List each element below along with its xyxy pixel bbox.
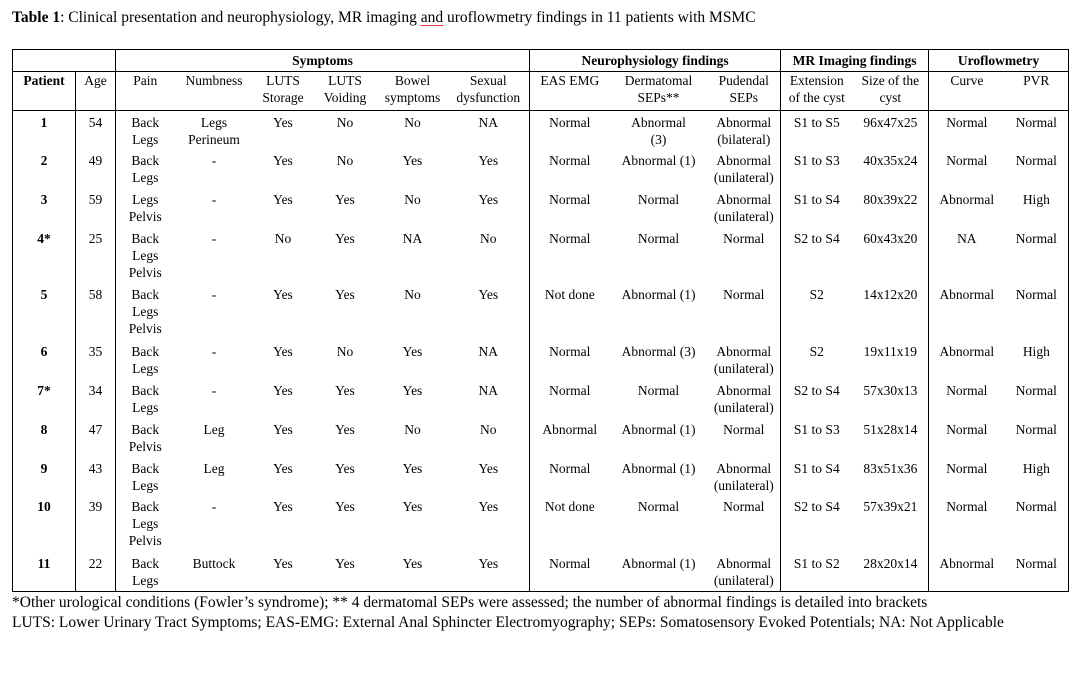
cell-luts-voiding: No xyxy=(336,343,354,359)
caption-text-before: : Clinical presentation and neurophysiology, MR imaging xyxy=(60,9,421,26)
header-pudendal: Pudendal SEPs xyxy=(708,72,781,111)
column-header-row xyxy=(13,72,1069,111)
cell-size: 60x43x20 xyxy=(853,227,929,283)
cell-eas-emg: Normal xyxy=(549,382,591,398)
cell-eas-emg: Normal xyxy=(549,152,591,168)
cell-patient: 6 xyxy=(13,340,76,379)
cell-sexual: NA xyxy=(448,111,530,149)
cell-dermatomal: Normal xyxy=(637,230,680,246)
cell-pudendal: Abnormal (unilateral) xyxy=(708,340,781,379)
cell-size: 57x39x21 xyxy=(853,495,929,552)
cell-pain: Back Pelvis xyxy=(128,421,162,454)
cell-curve: Normal xyxy=(946,382,988,398)
cell-dermatomal: Abnormal (3) xyxy=(621,343,696,359)
table-body xyxy=(13,111,1069,592)
cell-patient: 3 xyxy=(13,188,76,227)
cell-eas-emg: Normal xyxy=(549,230,591,246)
cell-dermatomal: Abnormal (1) xyxy=(621,286,696,302)
cell-dermatomal: Abnormal (1) xyxy=(621,421,696,437)
cell-pudendal: Abnormal (unilateral) xyxy=(708,149,781,188)
cell-numbness: Legs Perineum xyxy=(188,115,240,147)
cell-eas-emg: Not done xyxy=(544,286,595,302)
cell-curve: Abnormal xyxy=(939,343,995,359)
cell-sexual: Yes xyxy=(448,552,530,592)
cell-luts-storage: No xyxy=(274,230,292,246)
cell-numbness: - xyxy=(211,382,217,398)
table-row xyxy=(13,340,1069,379)
cell-curve: Abnormal xyxy=(939,286,995,302)
cell-numbness: - xyxy=(211,152,217,168)
cell-luts-storage: Yes xyxy=(273,286,293,302)
cell-size: 51x28x14 xyxy=(853,418,929,457)
cell-extension: S2 xyxy=(809,286,824,302)
cell-bowel: Yes xyxy=(402,460,423,476)
cell-luts-storage: Yes xyxy=(273,115,293,130)
cell-eas-emg: Normal xyxy=(530,552,610,592)
cell-dermatomal: Normal xyxy=(637,498,680,514)
caption-text-after: uroflowmetry findings in 11 patients with MSMC xyxy=(443,9,756,26)
cell-pvr: Normal xyxy=(1005,227,1069,283)
header-luts-voiding: LUTS Voiding xyxy=(313,72,378,111)
cell-sexual: Yes xyxy=(448,457,530,495)
cell-dermatomal: Abnormal (3) xyxy=(631,115,686,147)
cell-luts-storage: Yes xyxy=(273,343,293,359)
header-curve: Curve xyxy=(929,72,1005,111)
cell-pudendal: Abnormal (unilateral) xyxy=(708,379,781,418)
cell-age: 59 xyxy=(76,188,116,227)
cell-curve: Abnormal xyxy=(939,191,995,207)
cell-curve: Abnormal xyxy=(929,552,1005,592)
cell-age: 35 xyxy=(76,340,116,379)
cell-bowel: Yes xyxy=(402,343,423,359)
cell-patient: 11 xyxy=(13,552,76,592)
cell-curve: Normal xyxy=(946,498,988,514)
cell-bowel: No xyxy=(404,191,421,207)
group-neurophysiology: Neurophysiology findings xyxy=(530,50,781,72)
cell-numbness: - xyxy=(211,343,217,359)
cell-numbness: Leg xyxy=(203,460,225,476)
header-pain: Pain xyxy=(116,72,175,111)
cell-extension: S1 to S4 xyxy=(793,191,840,207)
cell-pvr: High xyxy=(1005,340,1069,379)
cell-pudendal: Abnormal (unilateral) xyxy=(708,188,781,227)
cell-bowel: No xyxy=(404,115,421,130)
cell-bowel: No xyxy=(404,286,421,302)
cell-sexual: NA xyxy=(448,379,530,418)
cell-dermatomal: Normal xyxy=(637,382,680,398)
cell-age: 43 xyxy=(76,457,116,495)
cell-pudendal: Normal xyxy=(708,495,781,552)
cell-dermatomal: Normal xyxy=(637,191,680,207)
cell-pudendal: Abnormal (bilateral) xyxy=(708,111,781,149)
cell-curve: NA xyxy=(957,230,977,246)
cell-numbness: - xyxy=(211,191,217,207)
header-extension: Extension of the cyst xyxy=(781,72,853,111)
cell-patient: 4* xyxy=(13,227,76,283)
cell-patient: 2 xyxy=(13,149,76,188)
table-row xyxy=(13,457,1069,495)
header-luts-storage: LUTS Storage xyxy=(254,72,313,111)
cell-luts-voiding: Yes xyxy=(313,552,378,592)
table-caption xyxy=(12,9,756,27)
cell-bowel: Yes xyxy=(378,552,448,592)
cell-numbness: - xyxy=(211,230,217,246)
cell-pain: Legs Pelvis xyxy=(128,191,162,224)
cell-age: 54 xyxy=(76,111,116,149)
cell-age: 58 xyxy=(76,283,116,340)
cell-pain: Back Legs Pelvis xyxy=(128,498,162,548)
cell-pain: Back Legs Pelvis xyxy=(128,286,162,336)
cell-size: 28x20x14 xyxy=(853,552,929,592)
cell-curve: Normal xyxy=(946,460,988,476)
cell-luts-storage: Yes xyxy=(273,498,293,514)
cell-curve: Normal xyxy=(946,115,988,130)
cell-sexual: Yes xyxy=(448,495,530,552)
cell-extension: S1 to S4 xyxy=(793,460,840,476)
cell-pvr: Normal xyxy=(1005,418,1069,457)
header-eas-emg: EAS EMG xyxy=(530,72,610,111)
cell-numbness: Leg xyxy=(203,421,225,437)
cell-pain: Back Legs xyxy=(116,552,175,592)
cell-sexual: Yes xyxy=(448,149,530,188)
header-dermatomal: Dermatomal SEPs** xyxy=(610,72,708,111)
header-bowel: Bowel symptoms xyxy=(378,72,448,111)
cell-extension: S2 xyxy=(809,343,824,359)
cell-extension: S2 to S4 xyxy=(793,230,840,246)
table-footnotes xyxy=(12,593,1072,633)
cell-luts-storage: Yes xyxy=(254,552,313,592)
cell-pain: Back Legs xyxy=(131,382,160,415)
cell-pain: Back Legs xyxy=(131,343,160,376)
cell-dermatomal: Abnormal (1) xyxy=(621,460,696,476)
footnote-2: LUTS: Lower Urinary Tract Symptoms; EAS-EMG: External Anal Sphincter Electromyography; SEPs: Somatosensory Evoked Potentials; NA: Not Applicable xyxy=(12,614,1004,631)
group-symptoms: Symptoms xyxy=(116,50,530,72)
cell-eas-emg: Normal xyxy=(549,191,591,207)
cell-pvr: Normal xyxy=(1005,283,1069,340)
cell-pvr: Normal xyxy=(1005,149,1069,188)
cell-sexual: No xyxy=(448,227,530,283)
cell-pvr: Normal xyxy=(1005,552,1069,592)
cell-age: 25 xyxy=(76,227,116,283)
cell-sexual: No xyxy=(448,418,530,457)
cell-dermatomal: Abnormal (1) xyxy=(621,152,696,168)
cell-luts-voiding: No xyxy=(336,152,354,168)
cell-luts-storage: Yes xyxy=(273,460,293,476)
header-sexual: Sexual dysfunction xyxy=(448,72,530,111)
cell-luts-storage: Yes xyxy=(273,421,293,437)
cell-pudendal: Normal xyxy=(708,227,781,283)
cell-size: 19x11x19 xyxy=(853,340,929,379)
cell-age: 22 xyxy=(76,552,116,592)
cell-luts-voiding: Yes xyxy=(335,191,355,207)
cell-curve: Normal xyxy=(946,421,988,437)
cell-patient: 8 xyxy=(13,418,76,457)
header-size: Size of the cyst xyxy=(853,72,929,111)
cell-dermatomal: Abnormal (1) xyxy=(610,552,708,592)
header-numbness: Numbness xyxy=(175,72,254,111)
cell-age: 49 xyxy=(76,149,116,188)
cell-luts-storage: Yes xyxy=(273,191,293,207)
cell-bowel: Yes xyxy=(402,382,423,398)
cell-age: 39 xyxy=(76,495,116,552)
cell-pudendal: Abnormal (unilateral) xyxy=(708,552,781,592)
cell-luts-voiding: Yes xyxy=(335,230,355,246)
cell-eas-emg: Not done xyxy=(544,498,595,514)
group-blank xyxy=(13,50,116,72)
table-row xyxy=(13,227,1069,283)
table-row xyxy=(13,418,1069,457)
cell-luts-storage: Yes xyxy=(273,382,293,398)
table-row xyxy=(13,379,1069,418)
cell-patient: 5 xyxy=(13,283,76,340)
cell-eas-emg: Normal xyxy=(549,343,591,359)
cell-pudendal: Normal xyxy=(708,418,781,457)
header-age: Age xyxy=(76,72,116,111)
cell-patient: 9 xyxy=(13,457,76,495)
group-uroflowmetry: Uroflowmetry xyxy=(929,50,1069,72)
cell-pudendal: Abnormal (unilateral) xyxy=(708,457,781,495)
cell-curve: Normal xyxy=(946,152,988,168)
cell-sexual: Yes xyxy=(448,283,530,340)
cell-numbness: Buttock xyxy=(175,552,254,592)
cell-pain: Back Legs Pelvis xyxy=(128,230,162,280)
cell-size: 40x35x24 xyxy=(853,149,929,188)
caption-label: Table 1 xyxy=(12,9,61,26)
cell-sexual: NA xyxy=(448,340,530,379)
caption-underlined-word: and xyxy=(420,9,444,26)
cell-extension: S2 to S4 xyxy=(793,498,840,514)
footnote-1: *Other urological conditions (Fowler’s syndrome); ** 4 dermatomal SEPs were assessed; the number of abnormal findings is detailed into brackets xyxy=(12,594,928,611)
cell-pain: Back Legs xyxy=(131,152,160,185)
cell-pvr: High xyxy=(1005,188,1069,227)
cell-size: 96x47x25 xyxy=(853,111,929,149)
table-row xyxy=(13,149,1069,188)
cell-extension: S1 to S3 xyxy=(793,421,840,437)
table-row xyxy=(13,188,1069,227)
table-row xyxy=(13,552,1069,592)
cell-luts-storage: Yes xyxy=(273,152,293,168)
cell-bowel: NA xyxy=(402,230,423,246)
cell-bowel: Yes xyxy=(402,498,423,514)
cell-numbness: - xyxy=(211,286,217,302)
table-row xyxy=(13,283,1069,340)
cell-age: 47 xyxy=(76,418,116,457)
cell-sexual: Yes xyxy=(448,188,530,227)
cell-size: 80x39x22 xyxy=(853,188,929,227)
cell-pvr: Normal xyxy=(1005,495,1069,552)
cell-age: 34 xyxy=(76,379,116,418)
cell-extension: S1 to S5 xyxy=(793,115,840,130)
cell-pvr: Normal xyxy=(1005,111,1069,149)
cell-size: 83x51x36 xyxy=(853,457,929,495)
cell-bowel: Yes xyxy=(402,152,423,168)
cell-pain: Back Legs xyxy=(131,460,160,493)
cell-eas-emg: Abnormal xyxy=(542,421,598,437)
cell-patient: 10 xyxy=(13,495,76,552)
cell-extension: S1 to S2 xyxy=(781,552,853,592)
group-header-row xyxy=(13,50,1069,72)
cell-size: 57x30x13 xyxy=(853,379,929,418)
cell-eas-emg: Normal xyxy=(549,460,591,476)
cell-eas-emg: Normal xyxy=(549,115,591,130)
cell-extension: S2 to S4 xyxy=(793,382,840,398)
table-row xyxy=(13,495,1069,552)
cell-luts-voiding: Yes xyxy=(335,421,355,437)
cell-pvr: High xyxy=(1005,457,1069,495)
cell-size: 14x12x20 xyxy=(853,283,929,340)
cell-luts-voiding: Yes xyxy=(335,286,355,302)
table-row xyxy=(13,111,1069,149)
cell-luts-voiding: Yes xyxy=(335,382,355,398)
cell-luts-voiding: Yes xyxy=(335,498,355,514)
clinical-table xyxy=(12,49,1069,592)
cell-patient: 1 xyxy=(13,111,76,149)
cell-patient: 7* xyxy=(13,379,76,418)
cell-numbness: - xyxy=(211,498,217,514)
cell-pain: Back Legs xyxy=(131,115,160,147)
header-patient: Patient xyxy=(13,72,76,111)
cell-pvr: Normal xyxy=(1005,379,1069,418)
header-pvr: PVR xyxy=(1005,72,1069,111)
cell-luts-voiding: Yes xyxy=(335,460,355,476)
cell-bowel: No xyxy=(404,421,421,437)
cell-extension: S1 to S3 xyxy=(793,152,840,168)
cell-pudendal: Normal xyxy=(708,283,781,340)
group-mr-imaging: MR Imaging findings xyxy=(781,50,929,72)
cell-luts-voiding: No xyxy=(336,115,354,130)
